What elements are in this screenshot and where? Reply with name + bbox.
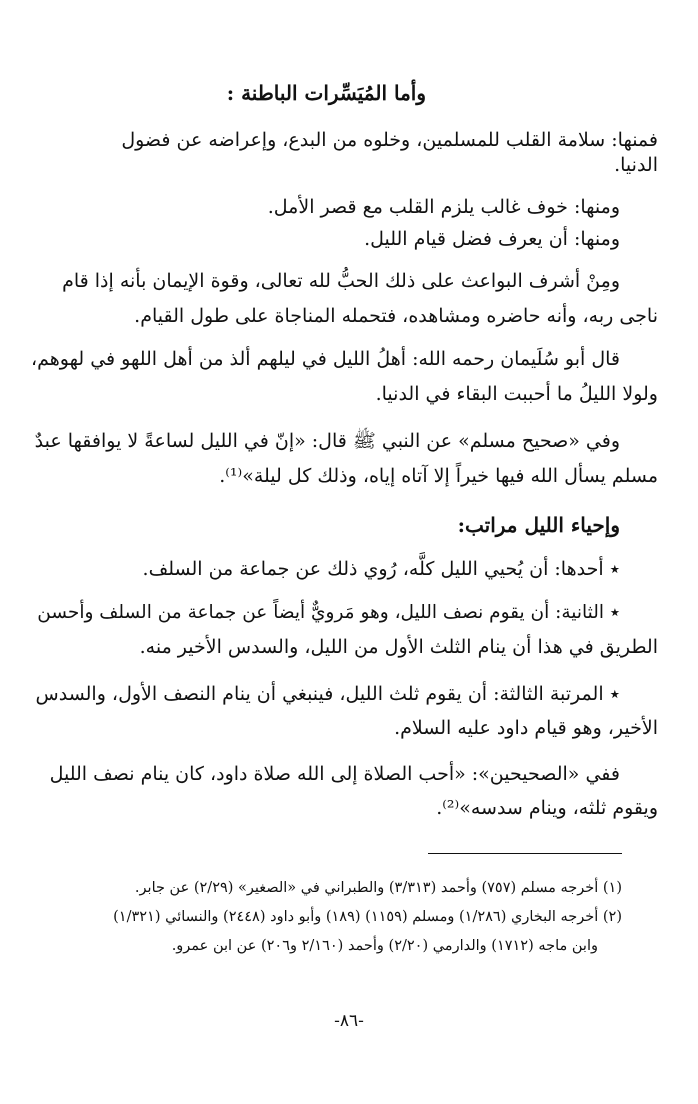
text-line: فمنها: سلامة القلب للمسلمين، وخلوه من البدع، وإعراضه عن فضول (121, 129, 658, 151)
text-line: الأخير، وهو قيام داود عليه السلام. (394, 717, 658, 739)
list-item: ٭ المرتبة الثالثة: أن يقوم ثلث الليل، فينبغي أن ينام النصف الأول، والسدس (35, 683, 620, 705)
text-line: ومنها: أن يعرف فضل قيام الليل. (364, 228, 620, 250)
text-line: ففي «الصحيحين»: «أحب الصلاة إلى الله صلاة داود، كان ينام نصف الليل (49, 763, 620, 785)
text-line: مسلم يسأل الله فيها خيراً إلا آتاه إياه، وذلك كل ليلة»⁽¹⁾. (219, 465, 658, 487)
text-line: ومنها: خوف غالب يلزم القلب مع قصر الأمل. (267, 196, 620, 218)
page-number: -٨٦- (334, 1011, 364, 1031)
footnote-divider (428, 853, 622, 854)
subsection-heading: وإحياء الليل مراتب: (457, 513, 620, 537)
text-line: الدنيا. (614, 154, 658, 176)
text-line: ناجى ربه، وأنه حاضره ومشاهده، فتحمله المناجاة على طول القيام. (134, 305, 658, 327)
text-line: الطريق في هذا أن ينام الثلث الأول من الليل، والسدس الأخير منه. (139, 636, 658, 658)
footnote-1: (١) أخرجه مسلم (٧٥٧) وأحمد (٣/٣١٣) والطبراني في «الصغير» (٢/٢٩) عن جابر. (134, 880, 622, 896)
list-item: ٭ الثانية: أن يقوم نصف الليل، وهو مَرويٌّ أيضاً عن جماعة من السلف وأحسن (37, 602, 620, 623)
footnote-2-cont: وابن ماجه (١٧١٢) والدارمي (٢/٢٠) وأحمد (٢/١٦٠ و٢٠٦) عن ابن عمرو. (171, 938, 598, 954)
text-line: ومِنْ أشرف البواعث على ذلك الحبُّ لله تعالى، وقوة الإيمان بأنه إذا قام (62, 270, 620, 292)
list-item: ٭ أحدها: أن يُحيي الليل كلَّه، رُوي ذلك عن جماعة من السلف. (142, 558, 620, 580)
text-line: ولولا الليلُ ما أحببت البقاء في الدنيا. (375, 383, 658, 405)
footnote-2: (٢) أخرجه البخاري (١/٢٨٦) ومسلم (١١٥٩) (١٨٩) وأبو داود (٢٤٤٨) والنسائي (١/٣٢١) (113, 909, 622, 925)
text-line: ويقوم ثلثه، وينام سدسه»⁽²⁾. (436, 797, 658, 819)
section-heading: وأما المُيَسِّرات الباطنة : (226, 81, 426, 105)
text-line: وفي «صحيح مسلم» عن النبي ﷺ قال: «إنّ في الليل لساعةً لا يوافقها عبدٌ (34, 430, 620, 452)
text-line: قال أبو سُلَيمان رحمه الله: أهلُ الليل في ليلهم ألذ من أهل اللهو في لهوهم، (31, 348, 620, 370)
